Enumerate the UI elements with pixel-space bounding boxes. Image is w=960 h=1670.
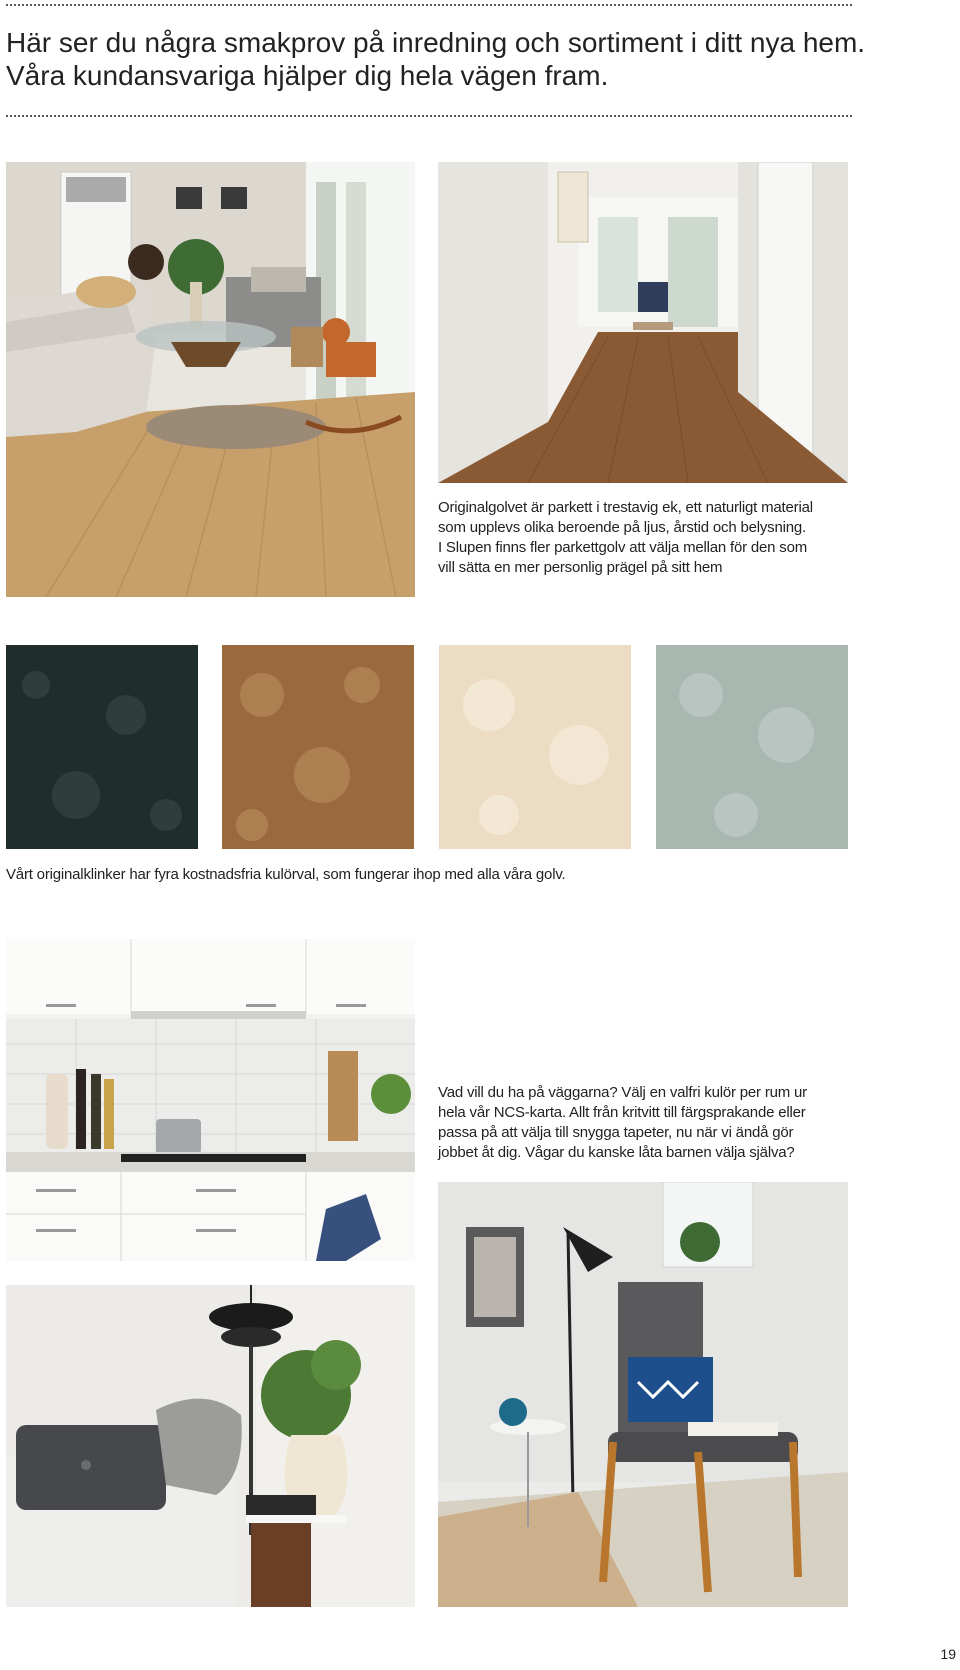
page-headline <box>6 26 906 92</box>
wall-caption-line: Vad vill du ha på väggarna? Välj en valfri kulör per rum ur <box>438 1084 807 1101</box>
hallway-photo <box>438 162 848 483</box>
kitchen-photo <box>6 939 415 1261</box>
wall-caption-line: passa på att välja till snygga tapeter, nu när vi ändå gör <box>438 1124 794 1141</box>
tile-swatch-2 <box>222 645 414 849</box>
wall-caption-line: jobbet åt dig. Vågar du kanske låta barnen välja själva? <box>438 1144 795 1161</box>
reading-corner-photo <box>438 1182 848 1607</box>
floor-caption-line: I Slupen finns fler parkettgolv att välja mellan för den som <box>438 539 808 556</box>
floor-caption-line: Originalgolvet är parkett i trestavig ek, ett naturligt material <box>438 499 813 516</box>
headline-line-2: Våra kundansvariga hjälper dig hela vägen fram. <box>6 60 609 91</box>
headline-dotted-rule <box>6 115 852 117</box>
floor-caption-line: vill sätta en mer personlig prägel på sitt hem <box>438 559 723 576</box>
tile-swatch-4 <box>656 645 848 849</box>
living-room-photo <box>6 162 415 597</box>
floor-caption-line: som upplevs olika beroende på ljus, årstid och belysning. <box>438 519 806 536</box>
wall-caption <box>438 1083 858 1163</box>
top-dotted-rule <box>6 4 852 6</box>
living-corner-photo <box>6 1285 415 1607</box>
headline-line-1: Här ser du några smakprov på inredning och sortiment i ditt nya hem. <box>6 27 866 58</box>
wall-caption-line: hela vår NCS-karta. Allt från kritvitt till färgsprakande eller <box>438 1104 806 1121</box>
tile-caption: Vårt originalklinker har fyra kostnadsfria kulörval, som fungerar ihop med alla våra golv. <box>6 866 566 883</box>
tile-swatch-1 <box>6 645 198 849</box>
page-number: 19 <box>940 1646 956 1662</box>
floor-caption <box>438 498 858 578</box>
tile-swatch-3 <box>439 645 631 849</box>
